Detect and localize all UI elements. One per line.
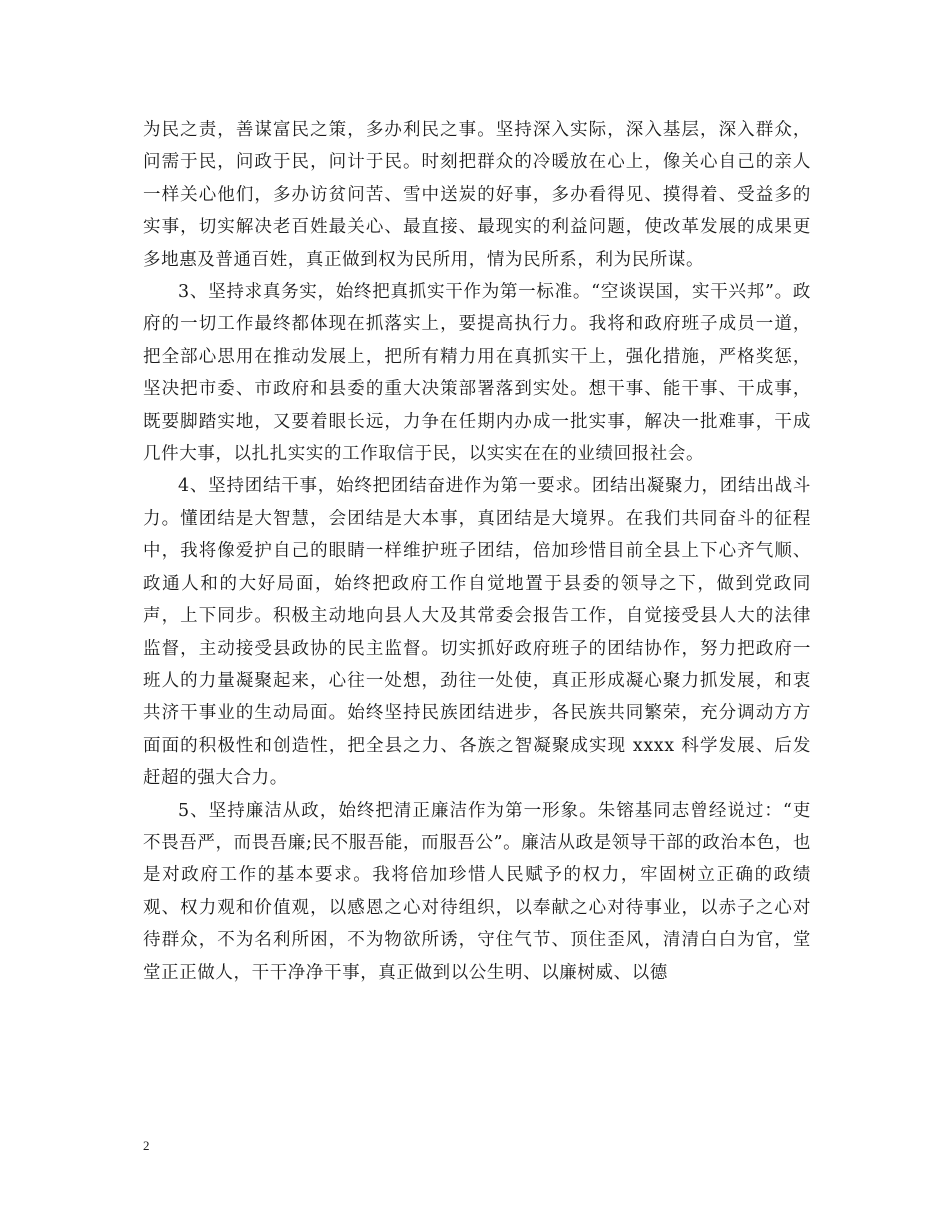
document-body [143, 114, 811, 989]
paragraph-3: 4、坚持团结干事，始终把团结奋进作为第一要求。团结出凝聚力，团结出战斗力。懂团结是大智慧，会团结是大本事，真团结是大境界。在我们共同奋斗的征程中，我将像爱护自己的眼睛一样维护班子团结，倍加珍惜目前全县上下心齐气顺、政通人和的大好局面，始终把政府工作自觉地置于县委的领导之下，做到党政同声，上下同步。积极主动地向县人大及其常委会报告工作，自觉接受县人大的法律监督，主动接受县政协的民主监督。切实抓好政府班子的团结协作，努力把政府一班人的力量凝聚起来，心往一处想，劲往一处使，真正形成凝心聚力抓发展，和衷共济干事业的生动局面。始终坚持民族团结进步，各民族共同繁荣，充分调动方方面面的积极性和创造性，把全县之力、各族之智凝聚成实现 xxxx 科学发展、后发赶超的强大合力。 [143, 476, 811, 789]
paragraph-1: 为民之责，善谋富民之策，多办利民之事。坚持深入实际，深入基层，深入群众，问需于民，问政于民，问计于民。时刻把群众的冷暖放在心上，像关心自己的亲人一样关心他们，多办访贫问苦、雪中送炭的好事，多办看得见、摸得着、受益多的实事，切实解决老百姓最关心、最直接、最现实的利益问题，使改革发展的成果更多地惠及普通百姓，真正做到权为民所用，情为民所系，利为民所谋。 [143, 120, 811, 270]
paragraph-2: 3、坚持求真务实，始终把真抓实干作为第一标准。“空谈误国，实干兴邦”。政府的一切工作最终都体现在抓落实上，要提高执行力。我将和政府班子成员一道，把全部心思用在推动发展上，把所有精力用在真抓实干上，强化措施，严格奖惩，坚决把市委、市政府和县委的重大决策部署落到实处。想干事、能干事、干成事，既要脚踏实地，又要着眼长远，力争在任期内办成一批实事，解决一批难事，干成几件大事，以扎扎实实的工作取信于民，以实实在在的业绩回报社会。 [143, 282, 811, 465]
paragraph-4: 5、坚持廉洁从政，始终把清正廉洁作为第一形象。朱镕基同志曾经说过：“吏不畏吾严，而畏吾廉;民不服吾能，而服吾公”。廉洁从政是领导干部的政治本色，也是对政府工作的基本要求。我将倍加珍惜人民赋予的权力，牢固树立正确的政绩观、权力观和价值观，以感恩之心对待组织，以奉献之心对待事业，以赤子之心对待群众，不为名利所困，不为物欲所诱，守住气节、顶住歪风，清清白白为官，堂堂正正做人，干干净净干事，真正做到以公生明、以廉树威、以德 [143, 800, 811, 983]
page-number: 2 [143, 1138, 150, 1153]
